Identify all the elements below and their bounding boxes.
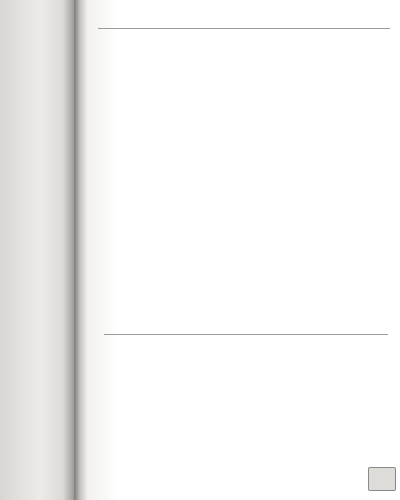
first-line <box>104 347 394 367</box>
right-page <box>88 0 400 500</box>
book-gutter <box>74 0 88 500</box>
page-number <box>368 467 396 491</box>
left-page <box>0 0 74 500</box>
section-rule <box>104 334 388 335</box>
body-text-bottom <box>104 347 394 367</box>
header-rule <box>98 28 390 29</box>
